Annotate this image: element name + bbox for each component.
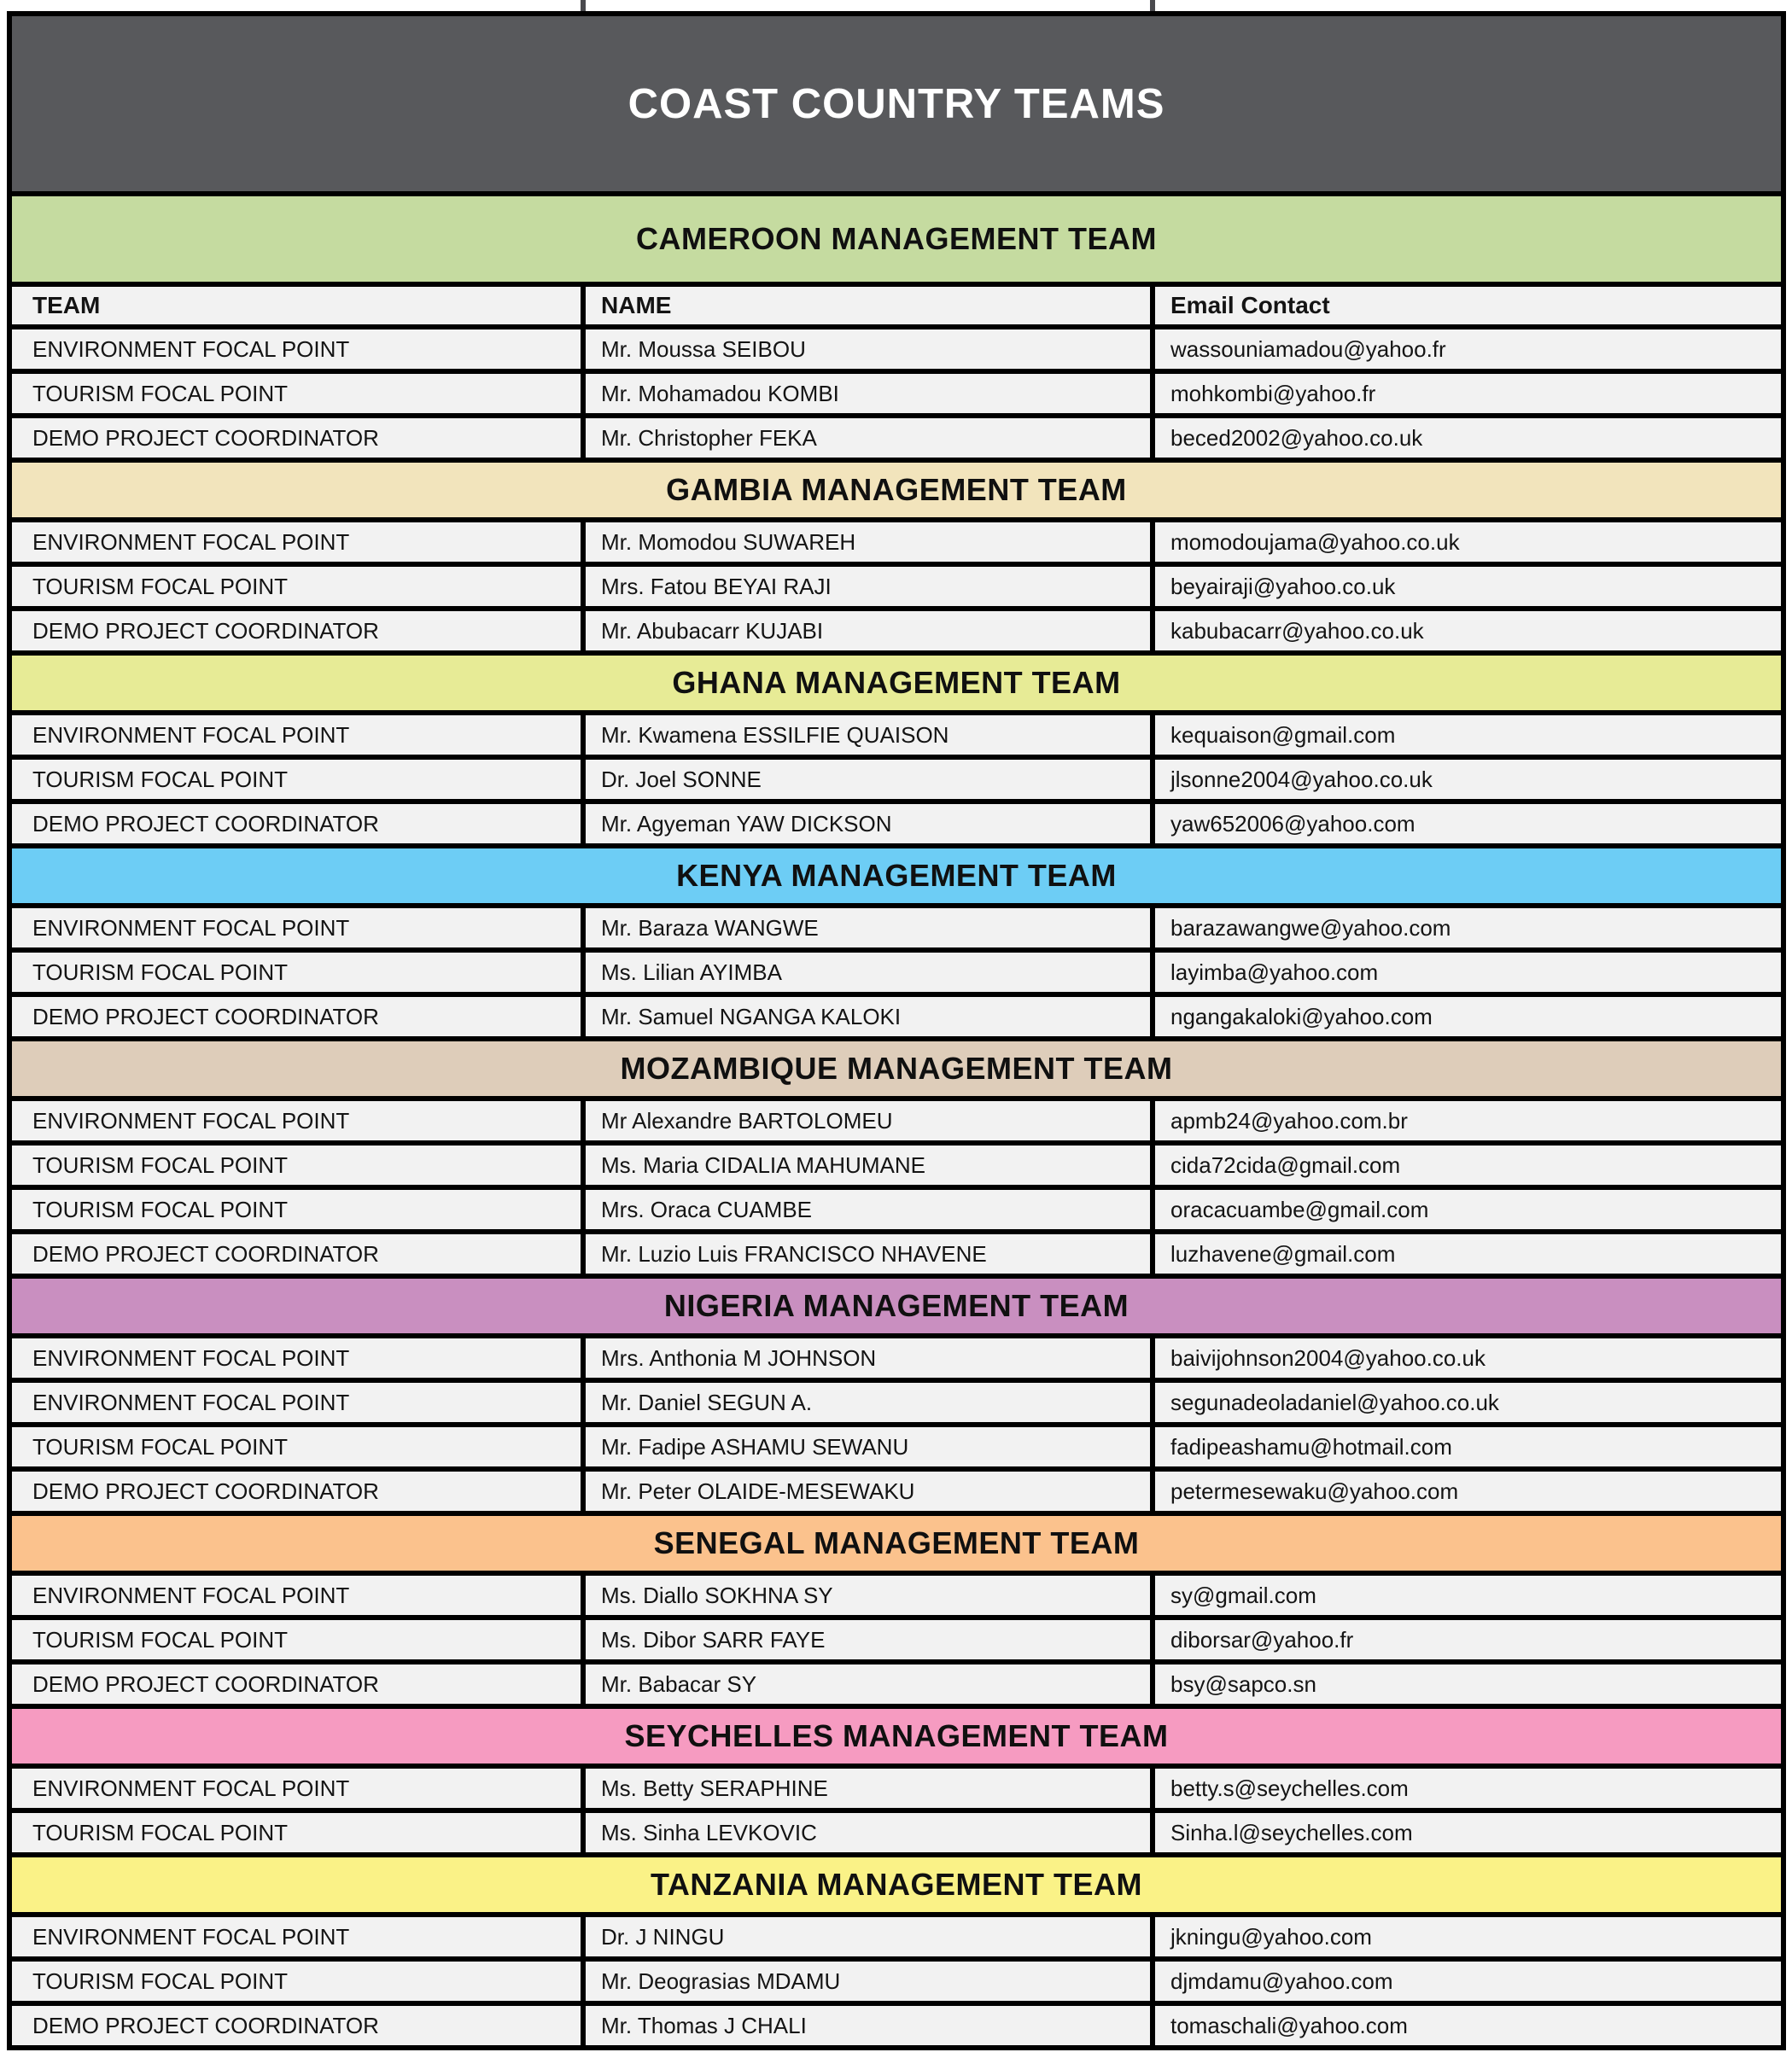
team-cell: ENVIRONMENT FOCAL POINT — [12, 1576, 581, 1615]
country-section-title: MOZAMBIQUE MANAGEMENT TEAM — [620, 1051, 1173, 1086]
email-cell: bsy@sapco.sn — [1155, 1664, 1781, 1704]
name-cell: Dr. Joel SONNE — [586, 760, 1150, 799]
table-row — [12, 1427, 1781, 1466]
name-cell: Mr. Mohamadou KOMBI — [586, 374, 1150, 413]
table-row — [12, 1472, 1781, 1511]
name-cell: Mr. Baraza WANGWE — [586, 908, 1150, 947]
table-row — [12, 1146, 1781, 1185]
team-cell: TOURISM FOCAL POINT — [12, 1813, 581, 1852]
email-cell: jkningu@yahoo.com — [1155, 1917, 1781, 1956]
table-row — [12, 997, 1781, 1036]
team-cell: TOURISM FOCAL POINT — [12, 1427, 581, 1466]
table-row — [12, 715, 1781, 755]
name-cell: Mr. Agyeman YAW DICKSON — [586, 804, 1150, 843]
email-cell: sy@gmail.com — [1155, 1576, 1781, 1615]
email-cell: segunadeoladaniel@yahoo.co.uk — [1155, 1383, 1781, 1422]
name-cell: Mr. Peter OLAIDE-MESEWAKU — [586, 1472, 1150, 1511]
name-cell: Mr. Christopher FEKA — [586, 418, 1150, 458]
team-cell: DEMO PROJECT COORDINATOR — [12, 418, 581, 458]
name-cell: Ms. Maria CIDALIA MAHUMANE — [586, 1146, 1150, 1185]
team-cell: TOURISM FOCAL POINT — [12, 374, 581, 413]
email-cell: djmdamu@yahoo.com — [1155, 1962, 1781, 2001]
team-cell: ENVIRONMENT FOCAL POINT — [12, 1383, 581, 1422]
email-cell: luzhavene@gmail.com — [1155, 1234, 1781, 1274]
email-cell: beyairaji@yahoo.co.uk — [1155, 567, 1781, 606]
name-cell: Mr. Fadipe ASHAMU SEWANU — [586, 1427, 1150, 1466]
team-cell: ENVIRONMENT FOCAL POINT — [12, 1769, 581, 1808]
team-cell: ENVIRONMENT FOCAL POINT — [12, 329, 581, 369]
email-cell: mohkombi@yahoo.fr — [1155, 374, 1781, 413]
section-band-tanzania — [12, 1857, 1781, 1912]
table-row — [12, 611, 1781, 650]
country-section-title: TANZANIA MANAGEMENT TEAM — [651, 1867, 1142, 1902]
table-row — [12, 1620, 1781, 1659]
email-cell: beced2002@yahoo.co.uk — [1155, 418, 1781, 458]
email-cell: petermesewaku@yahoo.com — [1155, 1472, 1781, 1511]
table-row — [12, 418, 1781, 458]
email-cell: oracacuambe@gmail.com — [1155, 1190, 1781, 1229]
table-row — [12, 1813, 1781, 1852]
title-band — [12, 16, 1781, 191]
section-band-seychelles — [12, 1709, 1781, 1764]
email-cell: fadipeashamu@hotmail.com — [1155, 1427, 1781, 1466]
team-cell: TOURISM FOCAL POINT — [12, 1146, 581, 1185]
team-cell: ENVIRONMENT FOCAL POINT — [12, 1338, 581, 1378]
column-divider-mark — [1150, 0, 1155, 11]
name-cell: Mr. Moussa SEIBOU — [586, 329, 1150, 369]
table-row — [12, 760, 1781, 799]
name-cell: Mr. Luzio Luis FRANCISCO NHAVENE — [586, 1234, 1150, 1274]
top-margin-strip — [7, 0, 1786, 11]
team-cell: DEMO PROJECT COORDINATOR — [12, 997, 581, 1036]
country-section-title: NIGERIA MANAGEMENT TEAM — [663, 1288, 1129, 1323]
name-cell: Mr. Abubacarr KUJABI — [586, 611, 1150, 650]
team-cell: DEMO PROJECT COORDINATOR — [12, 2006, 581, 2045]
team-cell: ENVIRONMENT FOCAL POINT — [12, 1101, 581, 1140]
team-cell: TOURISM FOCAL POINT — [12, 567, 581, 606]
team-cell: TOURISM FOCAL POINT — [12, 1620, 581, 1659]
name-cell: Ms. Diallo SOKHNA SY — [586, 1576, 1150, 1615]
section-band-nigeria — [12, 1279, 1781, 1333]
email-cell: betty.s@seychelles.com — [1155, 1769, 1781, 1808]
table-row — [12, 1234, 1781, 1274]
name-cell: Ms. Lilian AYIMBA — [586, 953, 1150, 992]
column-divider-mark — [581, 0, 586, 11]
table-row — [12, 1338, 1781, 1378]
section-band-cameroon — [12, 196, 1781, 282]
email-cell: baivijohnson2004@yahoo.co.uk — [1155, 1338, 1781, 1378]
country-section-title: SENEGAL MANAGEMENT TEAM — [653, 1525, 1140, 1560]
team-cell: TOURISM FOCAL POINT — [12, 760, 581, 799]
table-row — [12, 1190, 1781, 1229]
name-column-header: NAME — [586, 287, 1150, 324]
name-cell: Mr. Momodou SUWAREH — [586, 522, 1150, 562]
table-row — [12, 1101, 1781, 1140]
email-cell: kabubacarr@yahoo.co.uk — [1155, 611, 1781, 650]
table-row — [12, 329, 1781, 369]
column-header-row — [12, 287, 1781, 324]
name-cell: Mr. Samuel NGANGA KALOKI — [586, 997, 1150, 1036]
table-row — [12, 953, 1781, 992]
page-title: COAST COUNTRY TEAMS — [627, 80, 1165, 127]
name-cell: Mrs. Anthonia M JOHNSON — [586, 1338, 1150, 1378]
team-cell: ENVIRONMENT FOCAL POINT — [12, 908, 581, 947]
team-cell: TOURISM FOCAL POINT — [12, 1190, 581, 1229]
table-row — [12, 1576, 1781, 1615]
email-cell: diborsar@yahoo.fr — [1155, 1620, 1781, 1659]
name-cell: Mr. Deograsias MDAMU — [586, 1962, 1150, 2001]
name-cell: Dr. J NINGU — [586, 1917, 1150, 1956]
team-cell: DEMO PROJECT COORDINATOR — [12, 611, 581, 650]
email-cell: Sinha.l@seychelles.com — [1155, 1813, 1781, 1852]
email-cell: wassouniamadou@yahoo.fr — [1155, 329, 1781, 369]
country-section-title: CAMEROON MANAGEMENT TEAM — [636, 221, 1157, 256]
name-cell: Mr Alexandre BARTOLOMEU — [586, 1101, 1150, 1140]
table-row — [12, 374, 1781, 413]
table-row — [12, 1769, 1781, 1808]
table-row — [12, 2006, 1781, 2045]
team-cell: ENVIRONMENT FOCAL POINT — [12, 715, 581, 755]
coast-country-teams-table — [7, 11, 1786, 2050]
table-row — [12, 1917, 1781, 1956]
country-section-title: GHANA MANAGEMENT TEAM — [672, 665, 1121, 700]
name-cell: Ms. Dibor SARR FAYE — [586, 1620, 1150, 1659]
name-cell: Ms. Betty SERAPHINE — [586, 1769, 1150, 1808]
team-cell: ENVIRONMENT FOCAL POINT — [12, 522, 581, 562]
email-cell: tomaschali@yahoo.com — [1155, 2006, 1781, 2045]
email-cell: layimba@yahoo.com — [1155, 953, 1781, 992]
email-cell: barazawangwe@yahoo.com — [1155, 908, 1781, 947]
country-section-title: SEYCHELLES MANAGEMENT TEAM — [624, 1718, 1169, 1753]
table-row — [12, 908, 1781, 947]
country-section-title: GAMBIA MANAGEMENT TEAM — [666, 472, 1127, 507]
email-column-header: Email Contact — [1155, 287, 1781, 324]
email-cell: ngangakaloki@yahoo.com — [1155, 997, 1781, 1036]
name-cell: Mr. Babacar SY — [586, 1664, 1150, 1704]
table-row — [12, 522, 1781, 562]
name-cell: Mrs. Fatou BEYAI RAJI — [586, 567, 1150, 606]
team-cell: DEMO PROJECT COORDINATOR — [12, 1664, 581, 1704]
table-row — [12, 1962, 1781, 2001]
email-cell: momodoujama@yahoo.co.uk — [1155, 522, 1781, 562]
table-row — [12, 1664, 1781, 1704]
team-cell: TOURISM FOCAL POINT — [12, 953, 581, 992]
email-cell: jlsonne2004@yahoo.co.uk — [1155, 760, 1781, 799]
team-cell: DEMO PROJECT COORDINATOR — [12, 804, 581, 843]
section-band-mozambique — [12, 1041, 1781, 1096]
section-band-ghana — [12, 656, 1781, 710]
email-cell: yaw652006@yahoo.com — [1155, 804, 1781, 843]
name-cell: Ms. Sinha LEVKOVIC — [586, 1813, 1150, 1852]
section-band-senegal — [12, 1516, 1781, 1571]
email-cell: cida72cida@gmail.com — [1155, 1146, 1781, 1185]
name-cell: Mr. Kwamena ESSILFIE QUAISON — [586, 715, 1150, 755]
team-cell: DEMO PROJECT COORDINATOR — [12, 1472, 581, 1511]
name-cell: Mr. Thomas J CHALI — [586, 2006, 1150, 2045]
table-row — [12, 804, 1781, 843]
team-cell: ENVIRONMENT FOCAL POINT — [12, 1917, 581, 1956]
name-cell: Mr. Daniel SEGUN A. — [586, 1383, 1150, 1422]
name-cell: Mrs. Oraca CUAMBE — [586, 1190, 1150, 1229]
section-band-kenya — [12, 848, 1781, 903]
table-row — [12, 567, 1781, 606]
table-row — [12, 1383, 1781, 1422]
email-cell: apmb24@yahoo.com.br — [1155, 1101, 1781, 1140]
team-cell: DEMO PROJECT COORDINATOR — [12, 1234, 581, 1274]
section-band-gambia — [12, 463, 1781, 517]
email-cell: kequaison@gmail.com — [1155, 715, 1781, 755]
team-cell: TOURISM FOCAL POINT — [12, 1962, 581, 2001]
team-column-header: TEAM — [12, 287, 581, 324]
country-section-title: KENYA MANAGEMENT TEAM — [676, 858, 1117, 893]
